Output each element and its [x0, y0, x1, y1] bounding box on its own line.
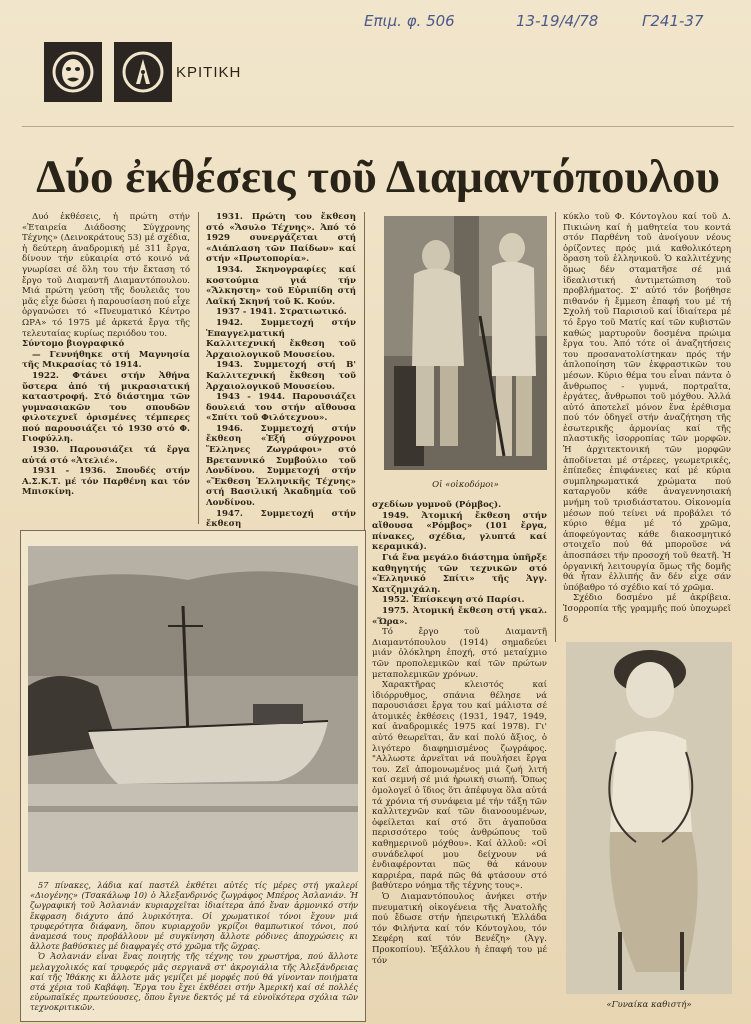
- column-divider: [198, 212, 199, 524]
- boat-painting-caption: [30, 880, 358, 1013]
- handwritten-archive-note: Επιμ. φ. 506: [364, 12, 455, 30]
- bio-paragraph: 1943. Συμμετοχή στή Β' Καλλιτεχνική ἔκθεση τοῦ Ἀρχαιολογικοῦ Μουσείου.: [206, 360, 356, 392]
- boat-painting-image: [28, 546, 358, 872]
- bio-heading: Σύντομο βιογραφικό: [22, 339, 125, 350]
- bio-paragraph: 1952. Ἐπίσκεψη στό Παρίσι.: [382, 595, 525, 606]
- bio-paragraph: 1942. Συμμετοχή στήν Ἐπαγγελματική Καλλιτεχνική ἔκθεση τοῦ Ἀρχαιολογικοῦ Μουσείου.: [206, 317, 356, 360]
- woman-photo-caption: «Γυναίκα καθιστή»: [606, 1000, 692, 1010]
- bio-paragraph: 1931. Πρώτη του ἔκθεση στό «Ἄσυλο Τέχνης». Ἀπό τό 1929 συνεργάζεται στή «Διάπλαση τῶν Παίδων» καί στήν «Πρωτοπορία».: [206, 212, 356, 265]
- painting-woman-photo: [566, 642, 732, 994]
- handwritten-date: 13-19/4/78: [516, 12, 599, 30]
- bio-paragraph: 1947. Συμμετοχή στήν ἔκθεση: [206, 508, 356, 530]
- bio-paragraph: 1943 - 1944. Παρουσιάζει δουλειά του στήν αἴθουσα «Σπίτι τοῦ Φιλότεχνου».: [206, 392, 356, 424]
- caption-paragraph: 57 πίνακες, λάδια καί παστέλ ἐκθέτει αὐτές τίς μέρες στή γκαλερί «Διογένης» (Τσακάλωφ 10) ὁ Ἀλεξανδρινός ζωγράφος Μπέρος Ἀσλανιάν. Ἡ ζωγραφική τοῦ Ἀσλανιάν κυριαρχεῖται ἰδιαίτερα ἀπό ἕναν ἁρμονικό στήν ἔκφραση διάχυτο ἀπό λυρικότητα. Οἱ χρωματικοί τόνοι ἔχουν μιά τρυφερότητα διάφανη, ὅπου κυριαρχοῦν γκρίζοι θαμπωτικοί τόνοι, πού ἀναμεσά τους προβάλλουν μέ συγκίνηση ἄλλοτε ρόδινες ἀποχρώσεις κι ἄλλοτε βαθύσκιες μέ διαφραγές στό χρῶμα τῆς ὥχρας.: [30, 880, 358, 952]
- handwritten-code: Γ241-37: [642, 12, 704, 30]
- bio-paragraph: 1934. Σκηνογραφίες καί κοστούμια γιά τήν «Ἄλκηστη» τοῦ Εὐριπίδη στή Λαϊκή Σκηνή τοῦ Κ. Κούν.: [206, 264, 356, 307]
- article-headline: Δύο ἐκθέσεις τοῦ Διαμαντόπουλου: [36, 151, 720, 203]
- column-divider: [555, 212, 556, 642]
- body-paragraph: Τό ἔργο τοῦ Διαμαντῆ Διαμαντόπουλου (1914) σημαδεύει μιάν ὁλόκληρη ἐποχή, στό μεταίχμιο τῶν προπολεμικῶν καί τῶν πρώτων μεταπολεμικῶν χρόνων.: [372, 627, 547, 680]
- boat-painting-photo: [28, 546, 358, 872]
- bio-paragraph: 1930. Παρουσιάζει τά ἔργα αὐτά στό «Ἀτελιέ».: [22, 445, 190, 466]
- bio-paragraph: Γιά ἕνα μεγάλο διάστημα ὑπῆρξε καθηγητής τῶν τεχνικῶν στό «Ἑλληνικό Σπίτι» τῆς Ἀγγ. Χατζημιχάλη.: [372, 552, 547, 595]
- painting-workers-image: [384, 216, 547, 470]
- intro-paragraph: Δυό ἐκθέσεις, ἡ πρώτη στήν «Ἑταιρεία Διάδοσης Σύγχρονης Τέχνης» (Δεινοκράτους 53) μέ σχέδια, ἡ δεύτερη ἀναδρομική μέ 311 ἔργα, δίνουν τήν εὐκαιρία στό κοινό νά γνωρίσει σέ ὅλη του τήν ἔκταση τό ἔργο τοῦ Διαμαντῆ Διαμαντόπουλου. Μιά πρώτη γεύση τῆς δουλειᾶς του μᾶς εἶχε δώσει ἡ παρουσίαση πού εἶχε ὀργανώσει τό «Πνευματικό Κέντρο ΩΡΑ» τό 1975 μέ ἀρκετά ἔργα τῆς τελευταίας κυρίως περιόδου του.: [22, 212, 190, 339]
- mask-icon: [51, 50, 95, 94]
- painting-workers-photo: [384, 216, 547, 470]
- bio-paragraph: 1946. Συμμετοχή στήν ἔκθεση «Ἐξή σύγχρονοι Ἕλληνες Ζωγράφοι» στό Βρεταννικό Συμβούλιο τοῦ Λονδίνου. Συμμετοχή στήν «Ἔκθεση Ἑλληνικῆς Τέχνης» στή Βασιλική Ἀκαδημία τοῦ Λονδίνου.: [206, 423, 356, 509]
- body-paragraph: Σχέδιο δοσμένο μέ ἀκρίβεια. Ἰσορροπία τῆς γραμμῆς πού ὑποχωρεῖ δ: [563, 593, 731, 625]
- bio-paragraph: σχεδίων γυμνοῦ (Ρόμβος).: [372, 500, 502, 510]
- header-divider: [22, 126, 734, 127]
- critique-logo: [114, 42, 172, 102]
- bio-paragraph: 1975. Ἀτομική ἔκθεση στή γκαλ. «Ὥρα».: [372, 605, 547, 627]
- column-1: [22, 212, 190, 498]
- column-4: [563, 212, 731, 625]
- bio-paragraph: 1922. Φτάνει στήν Ἀθήνα ὕστερα ἀπό τή μικρασιατική καταστροφή. Στό διάστημα τῶν γυμνασιακῶν του σπουδῶν φιλοτεχνεῖ ὁρισμένες τέμπερες πού παρουσιάζει τό 1930 στό Φ. Γιοφύλλη.: [22, 370, 190, 445]
- theatre-mask-logo: [44, 42, 102, 102]
- body-paragraph: κύκλο τοῦ Φ. Κόντογλου καί τοῦ Δ. Πικιώνη καί ἡ μαθητεία του κοντά στόν Παρθένη τοῦ ἀνοίγουν νέους ὁρίζοντες πρός μιά καθολικότερη ὅραση τοῦ ἑλληνικοῦ. Ὁ καλλιτέχνης ὅμως δέν σταματῆσε σέ μιά ἰδεαλιστική ἀντιμετώπιση τοῦ προβλήματος. Σ' αὐτό τόν βοήθησε πιθανόν ἡ ἔμμεση ἐπαφή του μέ τή Σχολή τοῦ Παρισιοῦ καί ἰδιαίτερα μέ τό ἔργο τοῦ Ματίς καί τῶν κυβιστῶν καθώς μαρτυροῦν δοσμένα πρώιμα ἔργα του. Ἀπό τότε οἱ ἀναζητήσεις του προσανατολίστηκαν πρός τήν ἀπλοποίηση τῶν ἐκφραστικῶν του μέσων. Κύριο θέμα του εἶναι πάντα ὁ ἄνθρωπος - γυμνά, πορτραῖτα, ἐργάτες, ἄνθρωποι τοῦ μόχθου. Ἀλλά αὐτό ἀποτελεῖ μόνον ἕνα ἐρέθισμα πού τόν ὁδηγεῖ στήν ἀναζήτηση τῆς ἐσωτερικῆς ἁρμονίας καί τῆς πλαστικῆς ἰσορροπίας τῶν μορφῶν. Ἡ ἀρχιτεκτονική τῶν μορφῶν ἀποδίνεται μέ στέρεες, γεωμετρικές, ἐπίπεδες ἐπιφάνειες καί μέ κύρια συμπληρωματικά χρώματα πού καταργοῦν κάθε ἀναγεννησιακή μνήμη τοῦ τρισδιάστατου. Οἰκονομία μέσων πού τείνει νά προβάλει τό κύριο θέμα μέ τό χρῶμα, ἀποφεύγοντας κάθε διακοσμητικό στοιχεῖο πού θά μποροῦσε νά ἀποσπάσει τήν προσοχή τοῦ θεατῆ. Ἡ ὀργανική λειτουργία ὅμως τῆς δομῆς θά ἦταν ἐλλιπής ἄν δέν εἶχε σάν ὑπόβαθρο τό σχέδιο καί τό χρῶμα.: [563, 212, 731, 593]
- painting-woman-image: [566, 642, 732, 994]
- bio-paragraph: 1949. Ἀτομική ἔκθεση στήν αἴθουσα «Ρόμβος» (101 ἔργα, πίνακες, σχέδια, γλυπτά καί κεραμικά).: [372, 510, 547, 553]
- pen-nib-icon: [121, 50, 165, 94]
- bio-paragraph: — Γεννήθηκε στή Μαγνησία τῆς Μικρασίας τό 1914.: [22, 349, 190, 371]
- bio-paragraph: 1937 - 1941. Στρατιωτικό.: [216, 307, 347, 318]
- caption-paragraph: Ὁ Ἀσλανιάν εἶναι ἕνας ποιητής τῆς τέχνης του χρωστήρα, πού ἄλλοτε μελαγχολικός καί τρυφερός μᾶς σεργιανᾶ στ' ἀκρογιάλια τῆς Ἀλεξάνδρειας καί τῆς Ἰθάκης κι ἄλλοτε μᾶς γεμίζει μέ μορφές πού θά γίνονταν ποιήματα στά χέρια τοῦ Καβάφη. Ἔργα του ἔχει ἐκθέσει στήν Ἀμερική καί σέ πολλές εὐρωπαϊκές πρωτεύουσες, ὅπου ἔγινε δεκτός μέ τά εὐνοϊκότερα σχόλια τῶν τεχνοκριτικῶν.: [30, 951, 358, 1013]
- body-paragraph: Ὁ Διαμαντόπουλος ἀνήκει στήν πνευματική οἰκογένεια τῆς Ἀνατολῆς πού ἔδωσε στήν ἠπειρωτική Ἑλλάδα τόν Φιλήντα καί τόν Κόντογλου, τόν Σεφέρη καί τόν Βενέζη» (Ἀγγ. Προκοπίου). Ἐξάλλου ἡ ἐπαφή του μέ τόν: [372, 891, 547, 966]
- workers-photo-caption: Οἱ «οἰκοδόμοι»: [432, 480, 499, 490]
- bio-paragraph: 1931 - 1936. Σπουδές στήν Α.Σ.Κ.Τ. μέ τόν Παρθένη και τόν Μπισκίνη.: [22, 466, 190, 498]
- column-3: [372, 500, 547, 966]
- section-label: ΚΡΙΤΙΚΗ: [176, 64, 242, 81]
- column-2: [206, 212, 356, 530]
- body-paragraph: Χαρακτῆρας κλειστός καί ἰδιόρρυθμος, σπάνια θέλησε νά παρουσιάσει ἔργα του καί μάλιστα σέ ἀτομικές ἐκθέσεις (1931, 1947, 1949, καί ἀναδρομικές 1975 καί 1978). Γι' αὐτό θεωρεῖται, ἄν καί πολύ ἄξιος, ὁ λιγότερο διαφημισμένος ζωγράφος. "Αλλωστε ἀρνεῖται νά πουλήσει ἔργα του. Ζεῖ ἀπομονωμένος μιά ζωή λιτή καί σεμνή σέ μιά ἡρωική σιωπή. Ὅπως ὁμολογεῖ ὁ ἴδιος ὅτι ἀπέφυγα ὅλα αὐτά τά χρόνια τή συνάφεια μέ τήν τάξη τῶν καλλιτεχνῶν καί τῶν διανοουμένων, ὀφείλεται καί στό ὅτι ἀγαποῦσα περισσότερο τούς ἀνθρώπους τοῦ καθημερινοῦ μόχθου». Καί ἀλλοῦ: «Οἱ συνάδελφοί μου δείχνουν νά ἐνδιαφέρονται πῶς θά κάνουν καρριέρα, παρά πῶς θά φτάσουν στό βαθύτερο νόημα τῆς τέχνης τους».: [372, 680, 547, 892]
